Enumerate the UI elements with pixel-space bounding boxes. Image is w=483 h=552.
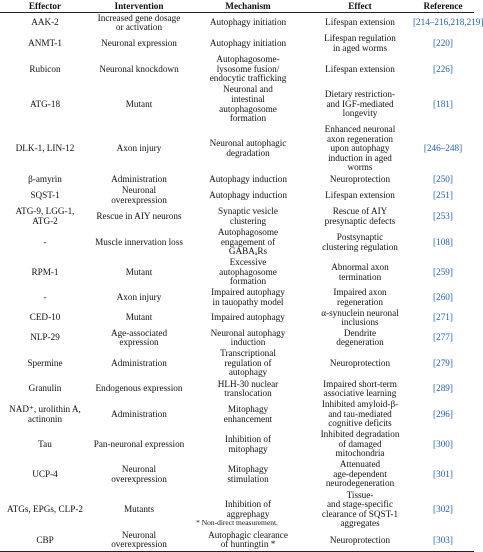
cell-line: [253] bbox=[433, 211, 453, 222]
cell-line: Administration bbox=[111, 173, 167, 184]
cell-line: in tauopathy model bbox=[212, 297, 284, 307]
cell-reference[interactable] bbox=[412, 530, 474, 552]
cell-intervention bbox=[90, 379, 188, 400]
cell-line: inclusions bbox=[341, 317, 379, 328]
cell-line: Lifespan regulation bbox=[324, 33, 396, 44]
cell-line: induction in aged bbox=[328, 152, 392, 163]
cell-line: Impaired autophagy bbox=[211, 287, 285, 298]
table-row bbox=[0, 328, 474, 349]
cell-line: GABAₐRs bbox=[228, 246, 268, 257]
cell-effector bbox=[0, 186, 90, 207]
cell-intervention bbox=[90, 125, 188, 174]
table-row bbox=[0, 186, 474, 207]
header-reference: Reference bbox=[412, 0, 474, 13]
cell-line: neurodegeneration bbox=[325, 478, 395, 489]
cell-line: [108] bbox=[433, 236, 453, 247]
cell-line: [300] bbox=[433, 438, 453, 449]
cell-line: [251] bbox=[433, 190, 453, 201]
cell-effector bbox=[0, 288, 90, 309]
cell-intervention bbox=[90, 309, 188, 328]
footnote: * Non-direct measurement. bbox=[196, 518, 278, 527]
cell-intervention bbox=[90, 400, 188, 430]
cell-line: Tau bbox=[38, 438, 52, 449]
cell-mechanism bbox=[188, 349, 308, 379]
cell-line: regeneration bbox=[337, 297, 383, 307]
cell-line: Neuronal knockdown bbox=[99, 63, 179, 74]
cell-mechanism bbox=[188, 34, 308, 55]
table-row bbox=[0, 207, 474, 228]
cell-effector bbox=[0, 13, 90, 34]
cell-line: Mutant bbox=[125, 98, 153, 109]
cell-line: Rubicon bbox=[29, 63, 61, 74]
cell-line: [226] bbox=[433, 63, 453, 74]
header-effect: Effect bbox=[308, 0, 412, 13]
cell-line: Muscle innervation loss bbox=[95, 236, 183, 247]
cell-line: Inhibition of bbox=[224, 499, 272, 510]
cell-line: Autophagy induction bbox=[209, 190, 287, 201]
cell-line: overexpression bbox=[111, 195, 167, 205]
cell-mechanism bbox=[188, 460, 308, 490]
cell-line: formation bbox=[229, 276, 267, 287]
cell-line: Attenuated bbox=[339, 459, 381, 470]
cell-mechanism bbox=[188, 55, 308, 85]
cell-line: Neuronal autophagic bbox=[209, 138, 287, 149]
cell-effect bbox=[308, 349, 412, 379]
cell-effector bbox=[0, 430, 90, 460]
cell-effector bbox=[0, 174, 90, 186]
cell-line: Lifespan extension bbox=[325, 17, 395, 28]
cell-line: Neuronal and bbox=[223, 84, 273, 95]
cell-line: Neuroprotection bbox=[329, 534, 391, 545]
cell-line: Mitophagy bbox=[227, 464, 269, 475]
cell-intervention bbox=[90, 186, 188, 207]
cell-line: degradation bbox=[226, 148, 270, 158]
cell-line: aggrephagy bbox=[226, 508, 270, 519]
cell-mechanism bbox=[188, 309, 308, 328]
cell-reference[interactable] bbox=[412, 349, 474, 379]
cell-effect bbox=[308, 186, 412, 207]
header-intervention: Intervention bbox=[90, 0, 188, 13]
cell-line: [289] bbox=[433, 383, 453, 394]
cell-line: Autophagy initiation bbox=[209, 38, 287, 49]
cell-mechanism bbox=[188, 228, 308, 258]
cell-mechanism bbox=[188, 430, 308, 460]
table-row bbox=[0, 379, 474, 400]
cell-line: Autophagic clearance bbox=[208, 529, 288, 540]
header-row bbox=[0, 0, 474, 13]
cell-line: mitochondria bbox=[335, 448, 385, 459]
cell-effect bbox=[308, 530, 412, 552]
cell-effect bbox=[308, 460, 412, 490]
cell-line: CBP bbox=[36, 534, 54, 545]
cell-intervention bbox=[90, 34, 188, 55]
table-body bbox=[0, 12, 483, 552]
cell-effect bbox=[308, 379, 412, 400]
cell-effect bbox=[308, 258, 412, 288]
cell-line: Mutant bbox=[125, 266, 153, 277]
cell-line: ATG-9, LGG-1, bbox=[15, 206, 75, 217]
table-row bbox=[0, 460, 474, 490]
cell-reference[interactable] bbox=[412, 400, 474, 430]
table-row bbox=[0, 13, 474, 34]
cell-line: of huntingtin * bbox=[220, 539, 276, 550]
cell-reference[interactable] bbox=[412, 174, 474, 186]
cell-line: Rescue in AIY neurons bbox=[96, 211, 182, 222]
cell-line: Lifespan extension bbox=[325, 63, 395, 74]
cell-line: degeneration bbox=[336, 337, 384, 348]
cell-effect bbox=[308, 228, 412, 258]
cell-line: β-amyrin bbox=[28, 173, 62, 184]
cell-line: Impaired autophagy bbox=[211, 312, 285, 323]
cell-line: and tau-mediated bbox=[328, 408, 392, 419]
cell-line: or activation bbox=[115, 22, 163, 33]
cell-line: Age-associated bbox=[110, 327, 168, 338]
cell-line: [303] bbox=[433, 534, 453, 545]
cell-line: longevity bbox=[342, 108, 378, 119]
cell-line: [220] bbox=[433, 38, 453, 49]
cell-line: and stage-specific bbox=[326, 499, 394, 510]
table-row bbox=[0, 85, 474, 125]
cell-mechanism bbox=[188, 186, 308, 207]
cell-intervention bbox=[90, 207, 188, 228]
cell-effect bbox=[308, 400, 412, 430]
cell-line: DLK-1, LIN-12 bbox=[15, 143, 75, 154]
table-row bbox=[0, 34, 474, 55]
table-row bbox=[0, 349, 474, 379]
cell-line: Neuroprotection bbox=[329, 173, 391, 184]
cell-line: expression bbox=[119, 337, 159, 348]
cell-effector bbox=[0, 85, 90, 125]
cell-effector bbox=[0, 258, 90, 288]
cell-reference[interactable] bbox=[412, 328, 474, 349]
cell-line: aggregates bbox=[340, 518, 380, 529]
cell-reference[interactable] bbox=[412, 379, 474, 400]
cell-line: Autophagy induction bbox=[209, 173, 287, 184]
cell-line: actinonin bbox=[27, 413, 63, 424]
cell-effector bbox=[0, 34, 90, 55]
cell-reference[interactable] bbox=[412, 460, 474, 490]
cell-line: Endogenous expression bbox=[95, 383, 183, 394]
cell-line: Lifespan extension bbox=[325, 190, 395, 201]
cell-effect bbox=[308, 207, 412, 228]
cell-intervention bbox=[90, 530, 188, 552]
cell-line: autophagy bbox=[228, 367, 268, 378]
cell-line: Rescue of AIY bbox=[332, 206, 388, 217]
cell-effect bbox=[308, 174, 412, 186]
cell-line: - bbox=[43, 292, 47, 303]
cell-effector bbox=[0, 207, 90, 228]
cell-reference[interactable] bbox=[412, 309, 474, 328]
cell-line: engagement of bbox=[220, 236, 276, 247]
cell-reference[interactable] bbox=[412, 258, 474, 288]
cell-line: Inhibition of bbox=[224, 434, 272, 445]
cell-line: Dietary restriction- bbox=[324, 89, 396, 100]
cell-effect bbox=[308, 85, 412, 125]
cell-line: mitophagy bbox=[228, 443, 268, 454]
cell-line: Spermine bbox=[27, 357, 63, 368]
table-row bbox=[0, 125, 474, 174]
cell-reference[interactable] bbox=[412, 34, 474, 55]
cell-intervention bbox=[90, 328, 188, 349]
cell-intervention bbox=[90, 13, 188, 34]
cell-line: Neuronal bbox=[121, 185, 157, 196]
cell-mechanism bbox=[188, 328, 308, 349]
cell-line: axon regeneration bbox=[326, 133, 394, 144]
cell-line: ATG-18 bbox=[29, 98, 61, 109]
cell-line: of damaged bbox=[338, 438, 382, 449]
cell-line: Neuronal autophagy bbox=[210, 327, 286, 338]
cell-reference[interactable] bbox=[412, 55, 474, 85]
cell-line: [259] bbox=[433, 266, 453, 277]
cell-effect bbox=[308, 328, 412, 349]
cell-line: Inhibited amyloid-β- bbox=[321, 399, 399, 410]
cell-line: α-synuclein neuronal bbox=[321, 307, 399, 318]
cell-intervention bbox=[90, 460, 188, 490]
header-mechanism: Mechanism bbox=[188, 0, 308, 13]
cell-line: Mutant bbox=[125, 312, 153, 323]
cell-line: termination bbox=[338, 271, 382, 282]
cell-line: associative learning bbox=[323, 388, 397, 399]
cell-line: stimulation bbox=[227, 473, 269, 484]
cell-effect bbox=[308, 288, 412, 309]
cell-reference[interactable] bbox=[412, 125, 474, 174]
cell-line: Impaired axon bbox=[333, 287, 387, 298]
cell-reference[interactable] bbox=[412, 85, 474, 125]
cell-line: enhancement bbox=[223, 413, 273, 424]
table-row bbox=[0, 288, 474, 309]
table-row bbox=[0, 530, 474, 552]
cell-line: [260] bbox=[433, 292, 453, 303]
cell-line: Autophagosome- bbox=[216, 54, 280, 65]
table-row bbox=[0, 174, 474, 186]
cell-line: [296] bbox=[433, 408, 453, 419]
cell-line: Enhanced neuronal bbox=[324, 124, 396, 135]
cell-line: worms bbox=[347, 162, 373, 173]
cell-line: [271] bbox=[433, 312, 453, 323]
cell-effect bbox=[308, 430, 412, 460]
cell-intervention bbox=[90, 174, 188, 186]
cell-reference[interactable] bbox=[412, 186, 474, 207]
cell-line: Abnormal axon bbox=[331, 261, 389, 272]
cell-line: [277] bbox=[433, 332, 453, 343]
cell-line: and IGF-mediated bbox=[326, 98, 394, 109]
cell-line: NAD⁺, urolithin A, bbox=[9, 404, 81, 415]
cell-line: Neuronal expression bbox=[101, 38, 177, 49]
cell-mechanism bbox=[188, 85, 308, 125]
cell-line: overexpression bbox=[111, 473, 167, 484]
cell-line: clustering bbox=[229, 216, 267, 226]
cell-line: Axon injury bbox=[116, 292, 162, 303]
table-row bbox=[0, 258, 474, 288]
cell-effector bbox=[0, 228, 90, 258]
cell-line: AAK-2 bbox=[31, 17, 59, 28]
cell-line: endocytic trafficking bbox=[209, 73, 287, 84]
cell-line: Administration bbox=[111, 357, 167, 368]
cell-line: [246–248] bbox=[423, 143, 463, 154]
cell-line: translocation bbox=[224, 388, 272, 399]
cell-mechanism bbox=[188, 530, 308, 552]
cell-line: ANMT-1 bbox=[28, 38, 62, 49]
cell-line: cognitive deficits bbox=[328, 418, 392, 429]
cell-line: SQST-1 bbox=[30, 190, 60, 201]
cell-line: regulation of bbox=[224, 357, 272, 368]
table-row bbox=[0, 55, 474, 85]
table-row bbox=[0, 228, 474, 258]
cell-line: [181] bbox=[433, 98, 453, 109]
cell-line: Postsynaptic bbox=[336, 231, 384, 242]
cell-line: induction bbox=[230, 337, 266, 348]
cell-line: Transcriptional bbox=[220, 348, 276, 359]
cell-line: Pan-neuronal expression bbox=[93, 438, 185, 449]
cell-line: - bbox=[43, 236, 47, 247]
cell-reference[interactable] bbox=[412, 228, 474, 258]
cell-intervention bbox=[90, 228, 188, 258]
cell-mechanism bbox=[188, 258, 308, 288]
cell-line: [214–216,218,219] bbox=[413, 17, 483, 28]
cell-effector bbox=[0, 460, 90, 490]
cell-mechanism bbox=[188, 174, 308, 186]
cell-line: [301] bbox=[433, 468, 453, 479]
cell-line: HLH-30 nuclear bbox=[217, 378, 279, 389]
cell-line: [302] bbox=[433, 503, 453, 514]
cell-intervention bbox=[90, 258, 188, 288]
cell-line: age-dependent bbox=[333, 468, 387, 479]
cell-reference[interactable] bbox=[412, 207, 474, 228]
cell-intervention bbox=[90, 55, 188, 85]
cell-line: autophagosome bbox=[219, 103, 277, 114]
cell-effector bbox=[0, 309, 90, 328]
cell-effect bbox=[308, 34, 412, 55]
cell-line: ATG-2 bbox=[32, 216, 58, 226]
cell-line: autophagosome bbox=[219, 266, 277, 277]
cell-mechanism bbox=[188, 125, 308, 174]
cell-line: Tissue- bbox=[346, 489, 374, 500]
cell-intervention bbox=[90, 288, 188, 309]
cell-intervention bbox=[90, 349, 188, 379]
cell-line: Autophagy initiation bbox=[209, 17, 287, 28]
cell-mechanism bbox=[188, 400, 308, 430]
cell-line: [279] bbox=[433, 357, 453, 368]
cell-line: Administration bbox=[111, 408, 167, 419]
cell-reference[interactable] bbox=[412, 288, 474, 309]
cell-line: Autophagosome bbox=[217, 227, 279, 238]
cell-line: intestinal bbox=[231, 93, 265, 104]
cell-line: Neuroprotection bbox=[329, 357, 391, 368]
cell-line: upon autophagy bbox=[330, 143, 390, 154]
cell-mechanism bbox=[188, 379, 308, 400]
cell-line: Granulin bbox=[28, 383, 62, 394]
cell-line: Impaired short-term bbox=[323, 378, 397, 389]
cell-effector bbox=[0, 379, 90, 400]
cell-line: RPM-1 bbox=[31, 266, 59, 277]
cell-line: ATGs, EPGs, CLP-2 bbox=[6, 503, 84, 514]
cell-line: Neuronal bbox=[121, 529, 157, 540]
cell-line: clearance of SQST-1 bbox=[321, 508, 399, 519]
cell-effect bbox=[308, 125, 412, 174]
cell-mechanism bbox=[188, 207, 308, 228]
table-row bbox=[0, 430, 474, 460]
cell-line: CED-10 bbox=[29, 312, 61, 323]
cell-line: Excessive bbox=[229, 257, 267, 268]
cell-line: in aged worms bbox=[332, 43, 388, 53]
cell-line: Mutants bbox=[123, 503, 155, 514]
cell-effector bbox=[0, 55, 90, 85]
cell-reference[interactable] bbox=[412, 430, 474, 460]
cell-line: overexpression bbox=[111, 539, 167, 550]
cell-line: Increased gene dosage bbox=[97, 12, 181, 23]
cell-line: Mitophagy bbox=[227, 404, 269, 415]
cell-effector bbox=[0, 530, 90, 552]
cell-line: [250] bbox=[433, 173, 453, 184]
cell-effector bbox=[0, 125, 90, 174]
cell-line: Neuronal bbox=[121, 464, 157, 475]
cell-mechanism bbox=[188, 13, 308, 34]
cell-line: lysosome fusion/ bbox=[216, 63, 280, 74]
cell-line: Dendrite bbox=[343, 327, 377, 338]
cell-effector bbox=[0, 400, 90, 430]
cell-intervention bbox=[90, 430, 188, 460]
cell-effector bbox=[0, 349, 90, 379]
cell-effect bbox=[308, 13, 412, 34]
cell-mechanism bbox=[188, 288, 308, 309]
cell-line: presynaptic defects bbox=[324, 216, 396, 226]
cell-reference[interactable] bbox=[412, 13, 483, 34]
cell-line: clustering regulation bbox=[322, 241, 398, 252]
cell-effect bbox=[308, 55, 412, 85]
table-row bbox=[0, 309, 474, 328]
cell-effector bbox=[0, 328, 90, 349]
cell-line: NLP-29 bbox=[30, 332, 60, 343]
cell-line: Inhibited degradation bbox=[320, 429, 400, 440]
cell-line: Synaptic vesicle bbox=[218, 206, 278, 217]
cell-intervention bbox=[90, 85, 188, 125]
header-effector: Effector bbox=[0, 0, 90, 13]
cell-effect bbox=[308, 309, 412, 328]
cell-line: UCP-4 bbox=[32, 468, 58, 479]
table-row bbox=[0, 400, 474, 430]
cell-line: Axon injury bbox=[116, 143, 162, 154]
cell-line: formation bbox=[229, 113, 267, 124]
